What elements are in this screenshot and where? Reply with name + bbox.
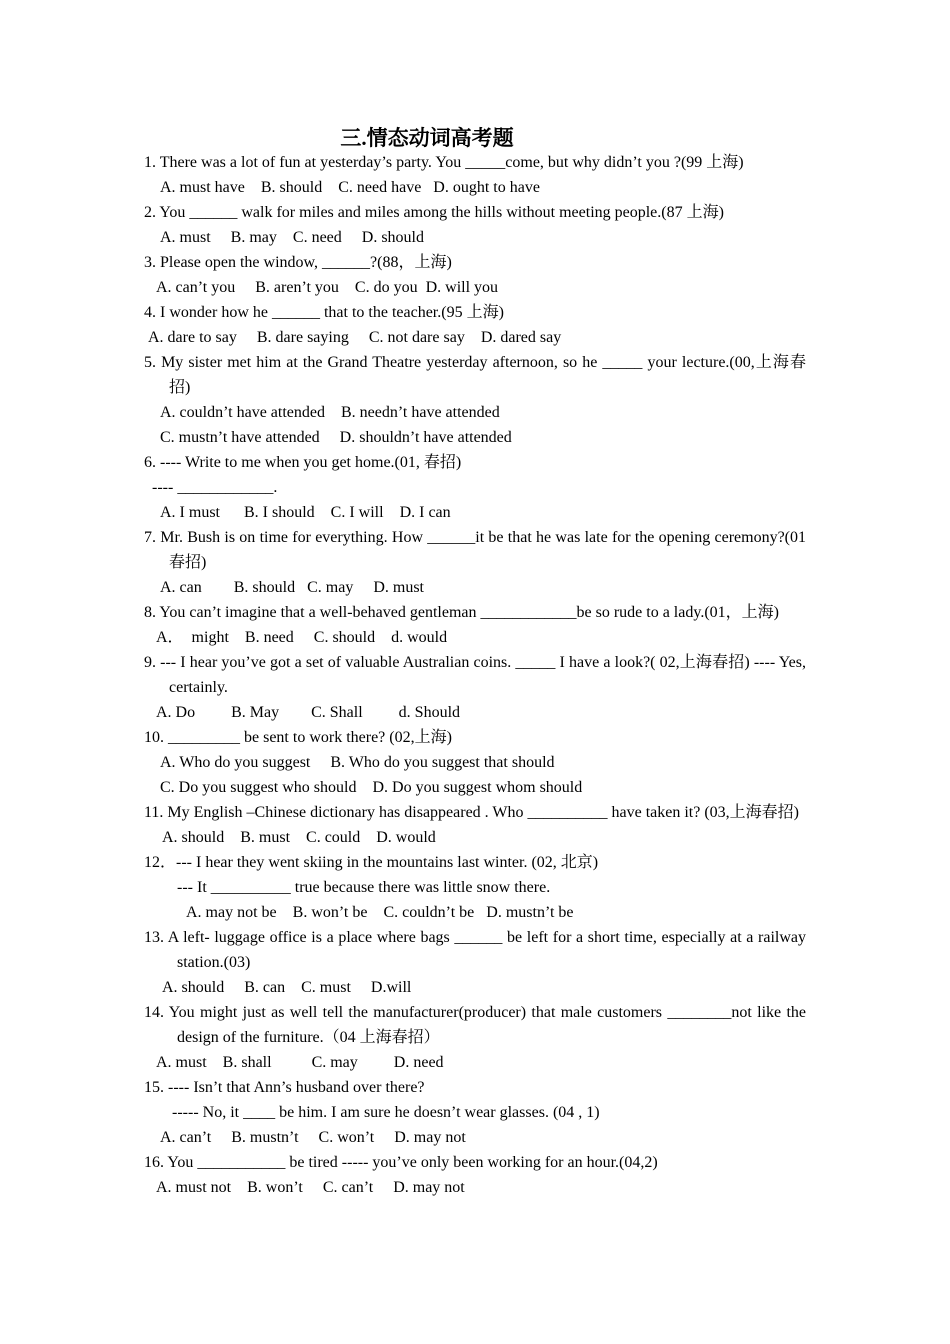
options-line: A. I must B. I should C. I will D. I can [160, 504, 451, 521]
options-line: A. Who do you suggest B. Who do you suggest that should [160, 754, 555, 771]
question-list [144, 150, 806, 1200]
options-line: C. mustn’t have attended D. shouldn’t have attended [160, 429, 512, 446]
options-line: A. couldn’t have attended B. needn’t have attended [160, 404, 500, 421]
question-line: 3. Please open the window, ______?(88，上海) [144, 254, 452, 271]
options-line: A. must not B. won’t C. can’t D. may not [156, 1179, 465, 1196]
question-line: 9. --- I hear you’ve got a set of valuable Australian coins. _____ I have a look?( 02,上海春招) ---- Yes, certainly. [144, 654, 806, 696]
question-line: 2. You ______ walk for miles and miles among the hills without meeting people.(87 上海) [144, 204, 724, 221]
options-line: A. must B. shall C. may D. need [156, 1054, 444, 1071]
options-line: A. must have B. should C. need have D. ought to have [160, 179, 540, 196]
options-line: A. Do B. May C. Shall d. Should [156, 704, 461, 721]
options-line: A. can B. should C. may D. must [160, 579, 424, 596]
question-line: 12．--- I hear they went skiing in the mountains last winter. (02, 北京) [144, 854, 599, 871]
options-line: --- It __________ true because there was little snow there. [177, 879, 551, 896]
options-line: A. must B. may C. need D. should [160, 229, 424, 246]
question-line: 11. My English –Chinese dictionary has disappeared . Who __________ have taken it? (03,上海春招) [144, 804, 799, 821]
question-line: 15. ---- Isn’t that Ann’s husband over there? [144, 1079, 425, 1096]
page-title: 三.情态动词高考题 [340, 126, 514, 150]
options-line: A. should B. must C. could D. would [162, 829, 436, 846]
question-line: 14. You might just as well tell the manufacturer(producer) that male customers ________not like the design of the furniture.（04 上海春招） [144, 1004, 806, 1046]
options-line: ----- No, it ____ be him. I am sure he doesn’t wear glasses. (04 , 1) [172, 1104, 600, 1121]
question-line: 7. Mr. Bush is on time for everything. How ______it be that he was late for the opening ceremony?(01 春招) [144, 529, 806, 571]
options-line: A. dare to say B. dare saying C. not dare say D. dared say [148, 329, 562, 346]
question-line: 6. ---- Write to me when you get home.(01, 春招) [144, 454, 462, 471]
question-line: 5. My sister met him at the Grand Theatre yesterday afternoon, so he _____ your lecture.(00,上海春招) [144, 354, 806, 396]
options-line: A. can’t B. mustn’t C. won’t D. may not [160, 1129, 466, 1146]
options-line: A. can’t you B. aren’t you C. do you D. will you [156, 279, 499, 296]
question-line: 10. _________ be sent to work there? (02,上海) [144, 729, 452, 746]
options-line: A. should B. can C. must D.will [162, 979, 412, 996]
question-line: 16. You ___________ be tired ----- you’ve only been working for an hour.(04,2) [144, 1154, 658, 1171]
options-line: A. may not be B. won’t be C. couldn’t be D. mustn’t be [186, 904, 574, 921]
question-line: 1. There was a lot of fun at yesterday’s party. You _____come, but why didn’t you ?(99 上海) [144, 154, 744, 171]
options-line: A． might B. need C. should d. would [156, 629, 448, 646]
options-line: C. Do you suggest who should D. Do you suggest whom should [160, 779, 583, 796]
options-line: ---- ____________. [152, 479, 278, 496]
question-line: 13. A left- luggage office is a place where bags ______ be left for a short time, especially at a railway station.(03) [144, 929, 806, 971]
question-line: 4. I wonder how he ______ that to the teacher.(95 上海) [144, 304, 504, 321]
question-line: 8. You can’t imagine that a well-behaved gentleman ____________be so rude to a lady.(01，上海) [144, 604, 779, 621]
